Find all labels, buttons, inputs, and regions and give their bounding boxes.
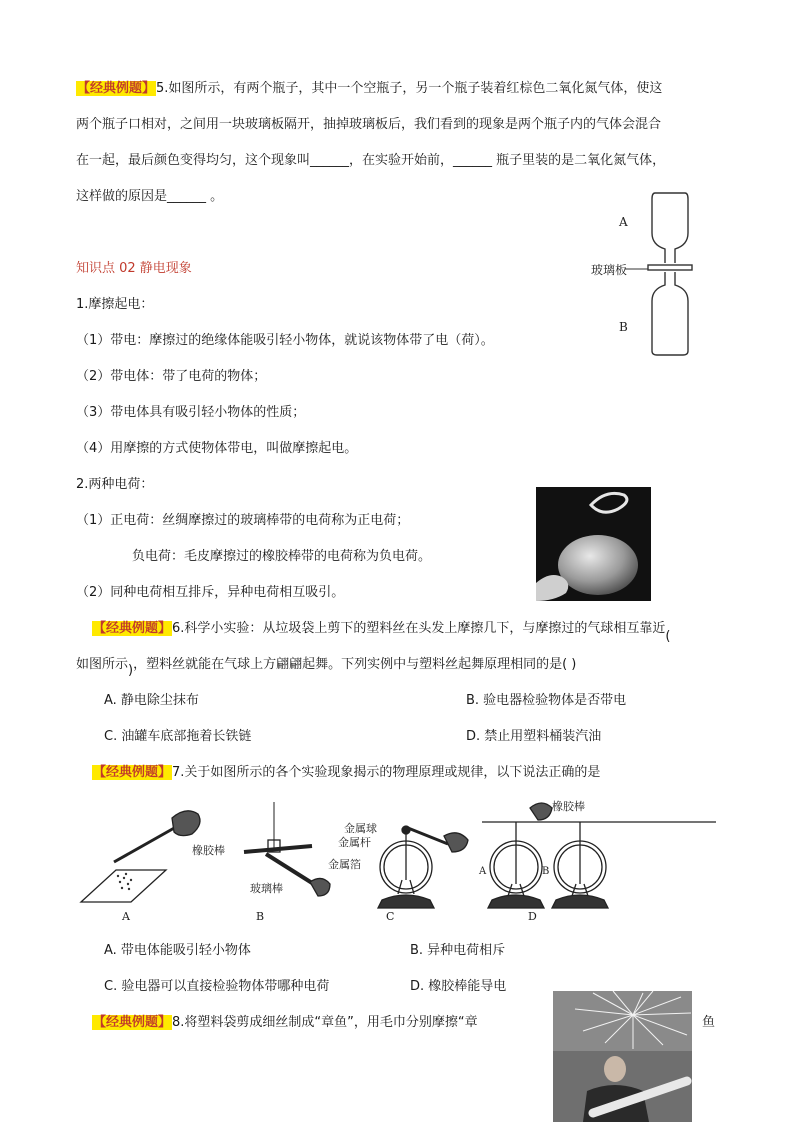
bottle-label-a: A xyxy=(619,215,628,229)
fig-label-d-right: B xyxy=(542,866,550,877)
fig-label-b: B xyxy=(256,910,265,923)
q6-line-1 xyxy=(92,620,671,644)
q7-option-c[interactable]: C. 验电器可以直接检验物体带哪种电荷 xyxy=(104,979,330,994)
fig-label-d: D xyxy=(528,910,537,923)
heading-friction: 1.摩擦起电： xyxy=(76,297,154,312)
heading-two-charges: 2.两种电荷： xyxy=(76,477,154,492)
q7-experiments-figure xyxy=(76,792,716,926)
q8-tag: 【经典例题】 xyxy=(93,1015,172,1030)
q6-paren-open: ( xyxy=(665,629,671,644)
rod-a xyxy=(114,827,176,862)
q6-text-2b: ，塑料丝就能在气球上方翩翩起舞。下列实例中与塑料丝起舞原理相同的是( ) xyxy=(133,657,577,672)
fig-label-rubber-rod: 橡胶棒 xyxy=(192,844,225,857)
q6-option-b[interactable]: B. 验电器检验物体是否带电 xyxy=(466,693,627,708)
q8-text-1: 8.将塑料袋剪成细丝制成“章鱼”，用毛巾分别摩擦“章 xyxy=(172,1015,478,1030)
q6-text-2: 如图所示 xyxy=(76,657,129,672)
q7-option-b[interactable]: B. 异种电荷相斥 xyxy=(410,943,506,958)
fig-label-a: A xyxy=(122,910,130,923)
upper-bottle xyxy=(652,193,688,263)
q5-tag: 【经典例题】 xyxy=(77,81,156,96)
section-title: 知识点 02 静电现象 xyxy=(76,261,192,276)
hand-b xyxy=(310,878,330,896)
point-6: 负电荷：毛皮摩擦过的橡胶棒带的电荷称为负电荷。 xyxy=(132,549,432,564)
q5-line-4: 这样做的原因是______ 。 xyxy=(76,189,224,204)
q7-text-1: 7.关于如图所示的各个实验现象揭示的物理原理或规律，以下说法正确的是 xyxy=(172,765,601,780)
point-3: （3）带电体具有吸引轻小物体的性质； xyxy=(76,405,306,420)
q5-text-1: 5.如图所示，有两个瓶子，其中一个空瓶子，另一个瓶子装着红棕色二氧化氮气体，使这 xyxy=(156,81,663,96)
glass-plate xyxy=(648,265,692,270)
point-5: （1）正电荷：丝绸摩擦过的玻璃棒带的电荷称为正电荷； xyxy=(76,513,410,528)
fig-label-metal-rod: 金属杆 xyxy=(338,836,371,849)
bottle-label-b: B xyxy=(619,320,628,334)
person-head xyxy=(604,1056,626,1082)
q7-option-d[interactable]: D. 橡胶棒能导电 xyxy=(410,979,507,994)
fig-label-metal-foil: 金属箔 xyxy=(328,858,361,871)
q6-option-d[interactable]: D. 禁止用塑料桶装汽油 xyxy=(466,729,602,744)
q6-option-a[interactable]: A. 静电除尘抹布 xyxy=(104,693,199,708)
lower-bottle xyxy=(652,272,688,355)
q5-line-2: 两个瓶子口相对，之间用一块玻璃板隔开，抽掉玻璃板后，我们看到的现象是两个瓶子内的气体会混合 xyxy=(76,117,662,132)
paper-sheet xyxy=(81,870,166,902)
q6-tag: 【经典例题】 xyxy=(93,621,172,636)
hand-c xyxy=(444,833,468,852)
fig-label-rubber-rod-d: 橡胶棒 xyxy=(552,800,585,813)
fig-label-glass-rod: 玻璃棒 xyxy=(250,882,283,895)
q7-line-1 xyxy=(92,764,600,782)
q6-line-2 xyxy=(76,656,577,678)
bottle-diffusion-figure xyxy=(585,185,700,360)
q7-option-a[interactable]: A. 带电体能吸引轻小物体 xyxy=(104,943,251,958)
point-2: （2）带电体：带了电荷的物体； xyxy=(76,369,267,384)
point-7: （2）同种电荷相互排斥，异种电荷相互吸引。 xyxy=(76,585,345,600)
q7-tag: 【经典例题】 xyxy=(93,765,172,780)
q5-line-1 xyxy=(76,80,662,98)
q6-text-1: 6.科学小实验：从垃圾袋上剪下的塑料丝在头发上摩擦几下，与摩擦过的气球相互靠近 xyxy=(172,621,666,636)
hand-d xyxy=(530,803,552,820)
hand-a xyxy=(172,811,200,836)
fig-label-c: C xyxy=(386,910,395,923)
balloon-photo xyxy=(536,487,651,601)
balloon xyxy=(558,535,638,595)
q8-line-1 xyxy=(92,1014,478,1032)
point-4: （4）用摩擦的方式使物体带电，叫做摩擦起电。 xyxy=(76,441,358,456)
q5-line-3: 在一起，最后颜色变得均匀，这个现象叫______，在实验开始前，______ 瓶子里装的是二氧化氮气体， xyxy=(76,153,666,168)
fig-label-metal-ball: 金属球 xyxy=(344,822,377,835)
q6-option-c[interactable]: C. 油罐车底部拖着长铁链 xyxy=(104,729,252,744)
octopus-photo xyxy=(553,991,692,1122)
q6-paren-close: ) xyxy=(128,663,134,678)
fig-label-d-left: A xyxy=(479,866,487,877)
q8-line-1-end: 鱼 xyxy=(702,1015,716,1030)
point-1: （1）带电：摩擦过的绝缘体能吸引轻小物体，就说该物体带了电（荷）。 xyxy=(76,333,494,348)
glass-plate-label: 玻璃板 xyxy=(591,263,628,277)
rubber-rod-b xyxy=(244,846,312,852)
